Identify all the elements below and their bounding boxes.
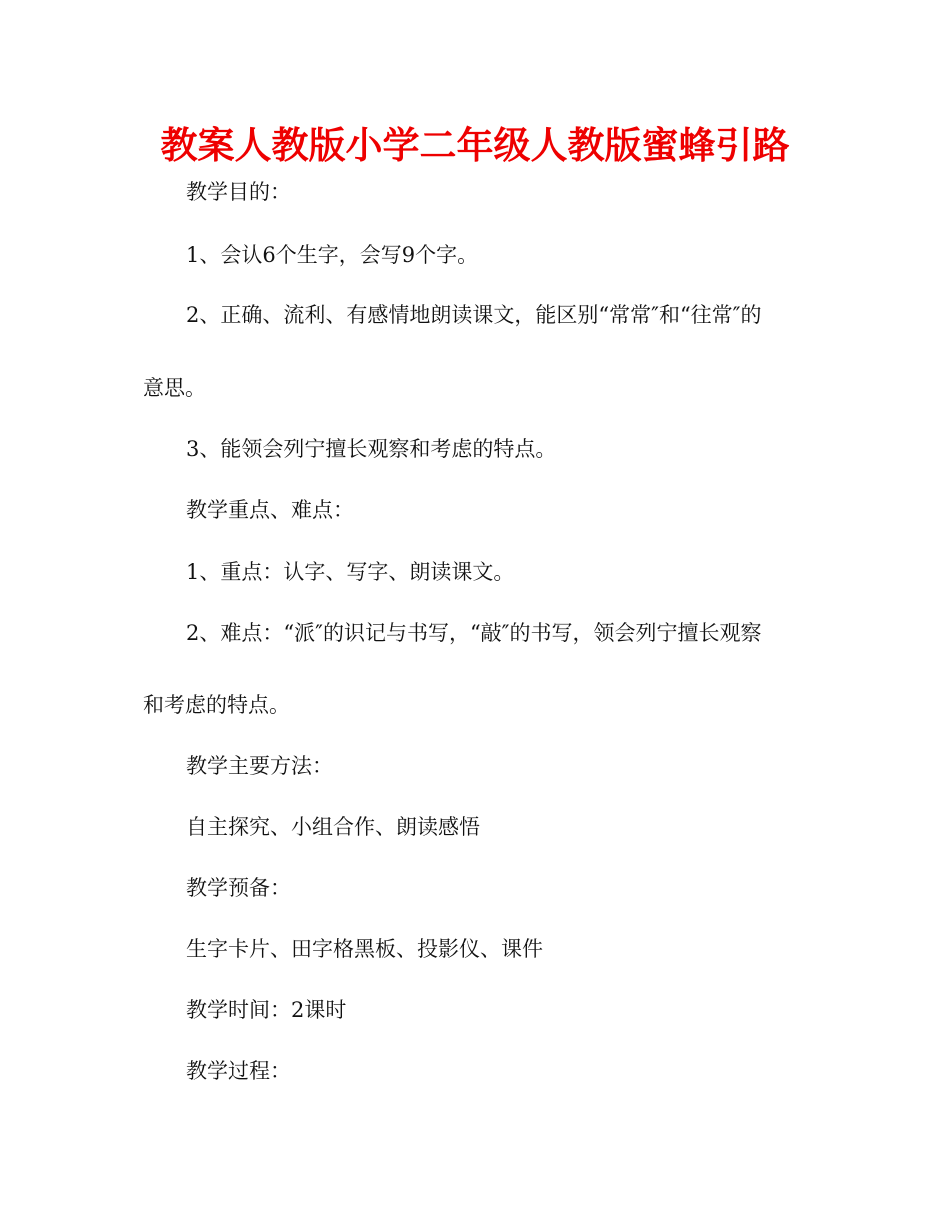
paragraph-line: 自主探究、小组合作、朗读感悟 bbox=[186, 815, 480, 839]
paragraph-line: 和考虑的特点。 bbox=[143, 693, 290, 717]
document-title: 教案人教版小学二年级人教版蜜蜂引路 bbox=[160, 124, 790, 167]
section-heading-methods: 教学主要方法： bbox=[186, 754, 333, 778]
paragraph-line: 1、重点：认字、写字、朗读课文。 bbox=[186, 560, 515, 584]
paragraph-line: 生字卡片、田字格黑板、投影仪、课件 bbox=[186, 937, 543, 961]
paragraph-line: 3、能领会列宁擅长观察和考虑的特点。 bbox=[186, 437, 557, 461]
section-heading-process: 教学过程： bbox=[186, 1059, 291, 1083]
paragraph-line: 意思。 bbox=[143, 376, 206, 400]
section-heading-preparation: 教学预备： bbox=[186, 876, 291, 900]
paragraph-line: 2、正确、流利、有感情地朗读课文，能区别“常常″和“往常″的 bbox=[186, 303, 762, 327]
section-heading-time: 教学时间：2课时 bbox=[186, 998, 347, 1022]
section-heading-objectives: 教学目的： bbox=[186, 180, 291, 204]
paragraph-line: 1、会认6个生字，会写9个字。 bbox=[186, 243, 479, 267]
paragraph-line: 2、难点：“派″的识记与书写，“敲″的书写，领会列宁擅长观察 bbox=[186, 621, 762, 645]
section-heading-key-points: 教学重点、难点： bbox=[186, 498, 354, 522]
